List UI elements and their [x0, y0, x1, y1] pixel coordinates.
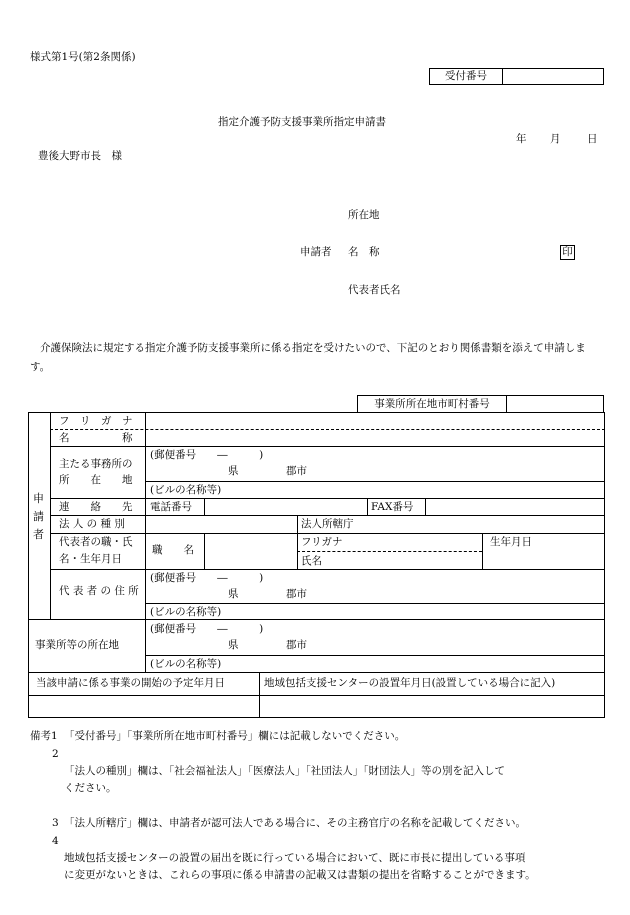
- applicant-location-label: 所在地: [348, 209, 380, 221]
- corp-type-label: 法 人 の 種 別: [59, 518, 125, 530]
- rep-name-label: 氏名: [301, 555, 322, 567]
- phone-label: 電話番号: [150, 501, 192, 513]
- rep-building: (ビルの名称等): [150, 606, 222, 618]
- contact-label: 連 絡 先: [59, 501, 133, 513]
- name-field[interactable]: [146, 430, 604, 445]
- representative-label: 代表者氏名: [348, 284, 401, 296]
- note-item: [30, 746, 610, 814]
- start-date-field[interactable]: [29, 696, 259, 716]
- applicant-name-label: 名 称: [348, 246, 380, 258]
- reception-label: 受付番号: [430, 69, 503, 84]
- center-date-label: 地域包括支援センターの設置年月日(設置している場合に記入): [264, 677, 556, 689]
- furigana-label: フ リ ガ ナ: [59, 415, 133, 427]
- note-number: 4: [52, 835, 59, 847]
- corp-authority-label: 法人所轄庁: [301, 518, 354, 530]
- start-date-label: 当該申請に係る事業の開始の予定年月日: [36, 677, 225, 689]
- note-text: 地域包括支援センターの設置の届出を既に行っている場合において、既に市長に提出している事項 に変更がないときは、これらの事項に係る申請書の記載又は書類の提出を省略することができます。: [64, 852, 536, 881]
- facility-prefecture: 県: [228, 639, 239, 651]
- office-postal: (郵便番号 ― ): [150, 449, 264, 461]
- note-text: 「受付番号」「事業所所在地市町村番号」欄には記載しないでください。: [64, 730, 406, 742]
- office-address-label-2: 所 在 地: [59, 474, 133, 486]
- fax-label: FAX番号: [371, 501, 414, 513]
- position-label: 職 名: [152, 544, 194, 556]
- note-item: [30, 833, 610, 901]
- addressee: 豊後大野市長 様: [38, 150, 122, 162]
- seal-mark: 印: [560, 245, 575, 260]
- office-prefecture: 県: [228, 465, 239, 477]
- form-number: 様式第1号(第2条関係): [30, 51, 136, 63]
- note-text: 「法人所轄庁」欄は、申請者が認可法人である場合に、その主務官庁の名称を記載してください。: [64, 817, 526, 829]
- facility-address-label: 事業所等の所在地: [35, 639, 119, 651]
- office-district: 郡市: [286, 465, 307, 477]
- birthdate-label: 生年月日: [490, 536, 532, 548]
- note-item: [30, 815, 610, 832]
- note-text: 「法人の種別」欄は、「社会福祉法人」「医療法人」「社団法人」「財団法人」等の別を記入して ください。: [64, 765, 505, 794]
- intro-paragraph: 介護保険法に規定する指定介護予防支援事業所に係る指定を受けたいので、下記のとおり関係書類を添えて申請します。: [30, 342, 586, 373]
- note-item: [30, 728, 610, 745]
- date-month: 月: [550, 133, 561, 145]
- notes-section: [30, 728, 610, 902]
- rep-district: 郡市: [286, 588, 307, 600]
- reception-number-field[interactable]: [503, 69, 603, 84]
- note-number: 2: [52, 748, 59, 760]
- office-building: (ビルの名称等): [150, 484, 222, 496]
- date-year: 年: [516, 133, 527, 145]
- facility-district: 郡市: [286, 639, 307, 651]
- rep-title-label-2: 名・生年月日: [59, 553, 122, 565]
- rep-prefecture: 県: [228, 588, 239, 600]
- facility-building: (ビルの名称等): [150, 658, 222, 670]
- application-table: [28, 412, 605, 718]
- facility-postal: (郵便番号 ― ): [150, 623, 264, 635]
- office-address-label-1: 主たる事務所の: [59, 458, 133, 470]
- center-date-field[interactable]: [260, 696, 604, 716]
- date-day: 日: [587, 133, 598, 145]
- rep-address-label: 代 表 者 の 住 所: [59, 585, 139, 597]
- rep-postal: (郵便番号 ― ): [150, 572, 264, 584]
- document-title: 指定介護予防支援事業所指定申請書: [218, 116, 386, 128]
- muni-code-label: 事業所所在地市町村番号: [358, 396, 507, 413]
- rep-furigana-label: フリガナ: [301, 536, 343, 548]
- muni-code-box: [357, 395, 604, 413]
- furigana-field[interactable]: [146, 413, 604, 428]
- note-number: 3: [52, 817, 59, 829]
- rep-title-label-1: 代表者の職・氏: [59, 536, 133, 548]
- note-number: 備考1: [30, 730, 58, 742]
- reception-box: [429, 68, 604, 85]
- applicant-label: 申請者: [300, 246, 332, 258]
- applicant-vertical-label: 申請者: [33, 492, 44, 541]
- name-label: 名 称: [59, 432, 133, 444]
